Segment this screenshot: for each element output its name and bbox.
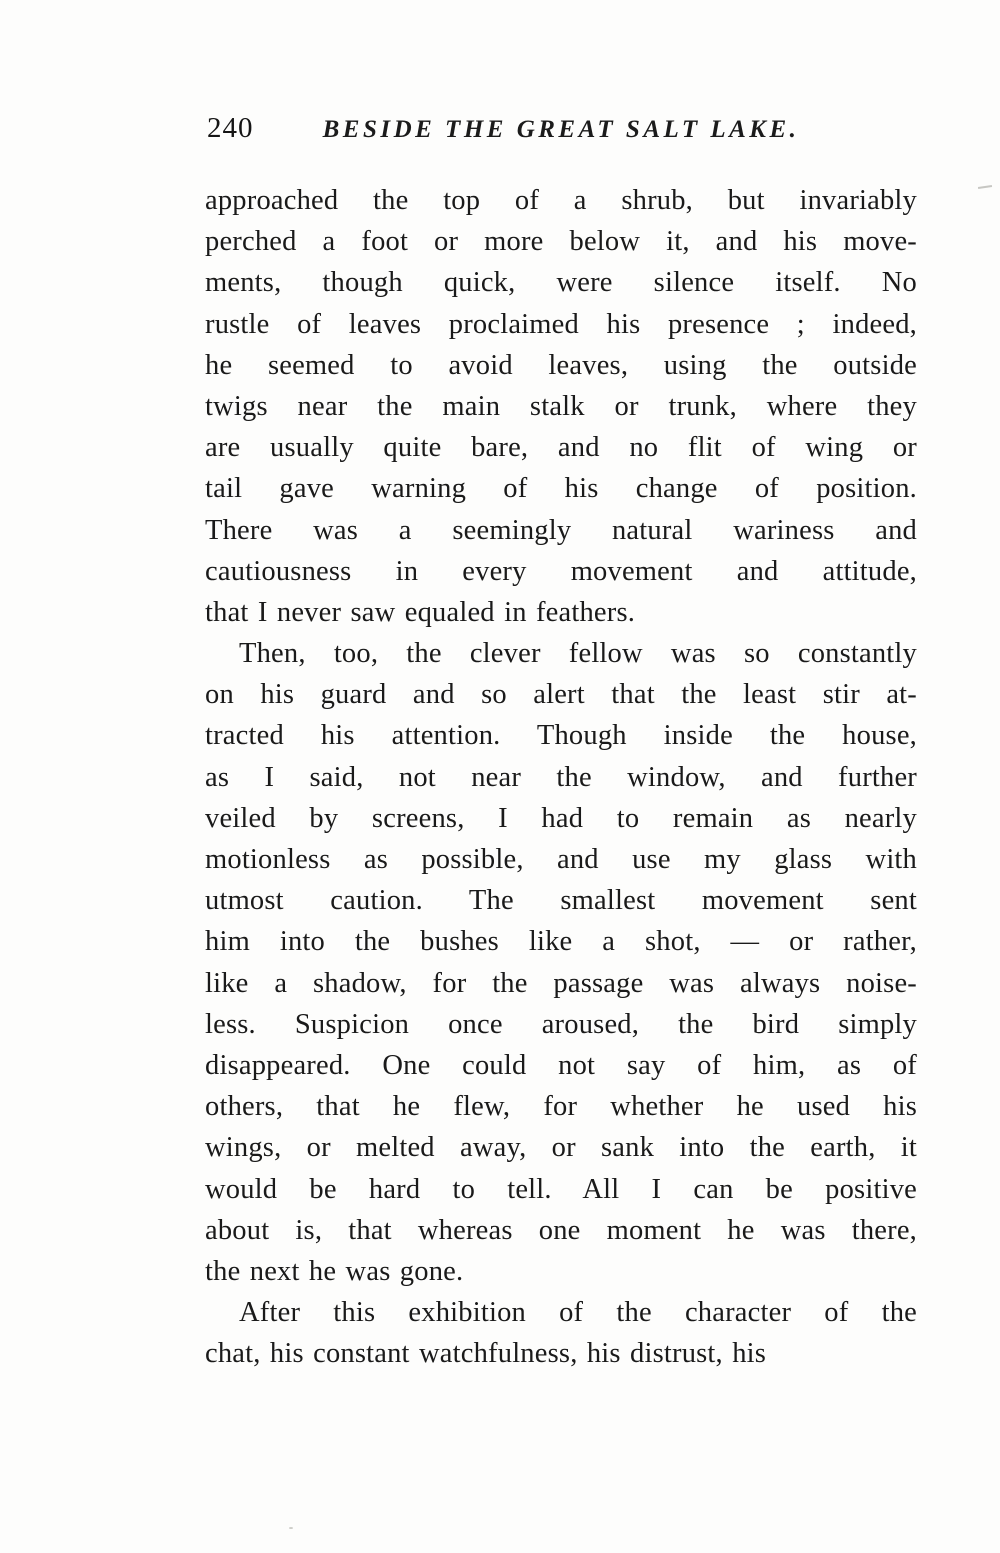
text-line: as I said, not near the window, and further (205, 761, 917, 793)
text-line: on his guard and so alert that the least stir at- (205, 679, 917, 711)
text-line: are usually quite bare, and no flit of wing or (205, 432, 917, 464)
paragraph (205, 180, 917, 633)
scan-artifact (289, 1527, 293, 1529)
text-line: less. Suspicion once aroused, the bird simply (205, 1008, 917, 1040)
text-line: that I never saw equaled in feathers. (205, 596, 636, 628)
text-line: he seemed to avoid leaves, using the outside (205, 349, 917, 381)
text-line: ments, though quick, were silence itself. No (205, 267, 917, 299)
text-line: about is, that whereas one moment he was there, (205, 1214, 917, 1246)
text-line: disappeared. One could not say of him, as of (205, 1049, 917, 1081)
text-line: chat, his constant watchfulness, his distrust, his (205, 1338, 767, 1370)
running-title: BESIDE THE GREAT SALT LAKE. (322, 116, 800, 143)
text-line: the next he was gone. (205, 1255, 464, 1287)
text-line: him into the bushes like a shot, — or rather, (205, 926, 917, 958)
text-line: motionless as possible, and use my glass with (205, 844, 917, 875)
text-line: would be hard to tell. All I can be positive (205, 1173, 917, 1205)
text-line: wings, or melted away, or sank into the earth, it (205, 1132, 917, 1164)
text-line: Then, too, the clever fellow was so constantly (239, 638, 917, 670)
text-line: twigs near the main stalk or trunk, where they (205, 390, 917, 422)
text-line: rustle of leaves proclaimed his presence ; indeed, (205, 308, 917, 340)
text-line: perched a foot or more below it, and his move- (205, 226, 917, 258)
page-number: 240 (207, 112, 254, 144)
text-line: There was a seemingly natural wariness and (205, 514, 917, 546)
text-line: like a shadow, for the passage was always noise- (205, 967, 917, 999)
paragraph (205, 1292, 917, 1374)
text-line: utmost caution. The smallest movement sent (205, 885, 917, 917)
scan-artifact (978, 185, 992, 189)
text-line: approached the top of a shrub, but invariably (205, 185, 917, 216)
text-line: others, that he flew, for whether he used his (205, 1091, 917, 1123)
text-column (205, 112, 917, 1374)
text-line: After this exhibition of the character of the (239, 1297, 917, 1329)
text-line: cautiousness in every movement and attitude, (205, 555, 917, 587)
paragraph (205, 633, 917, 1292)
page-body (205, 180, 917, 1374)
page-header (205, 112, 917, 158)
text-line: tail gave warning of his change of position. (205, 473, 917, 505)
text-line: veiled by screens, I had to remain as nearly (205, 802, 917, 834)
text-line: tracted his attention. Though inside the house, (205, 720, 917, 752)
